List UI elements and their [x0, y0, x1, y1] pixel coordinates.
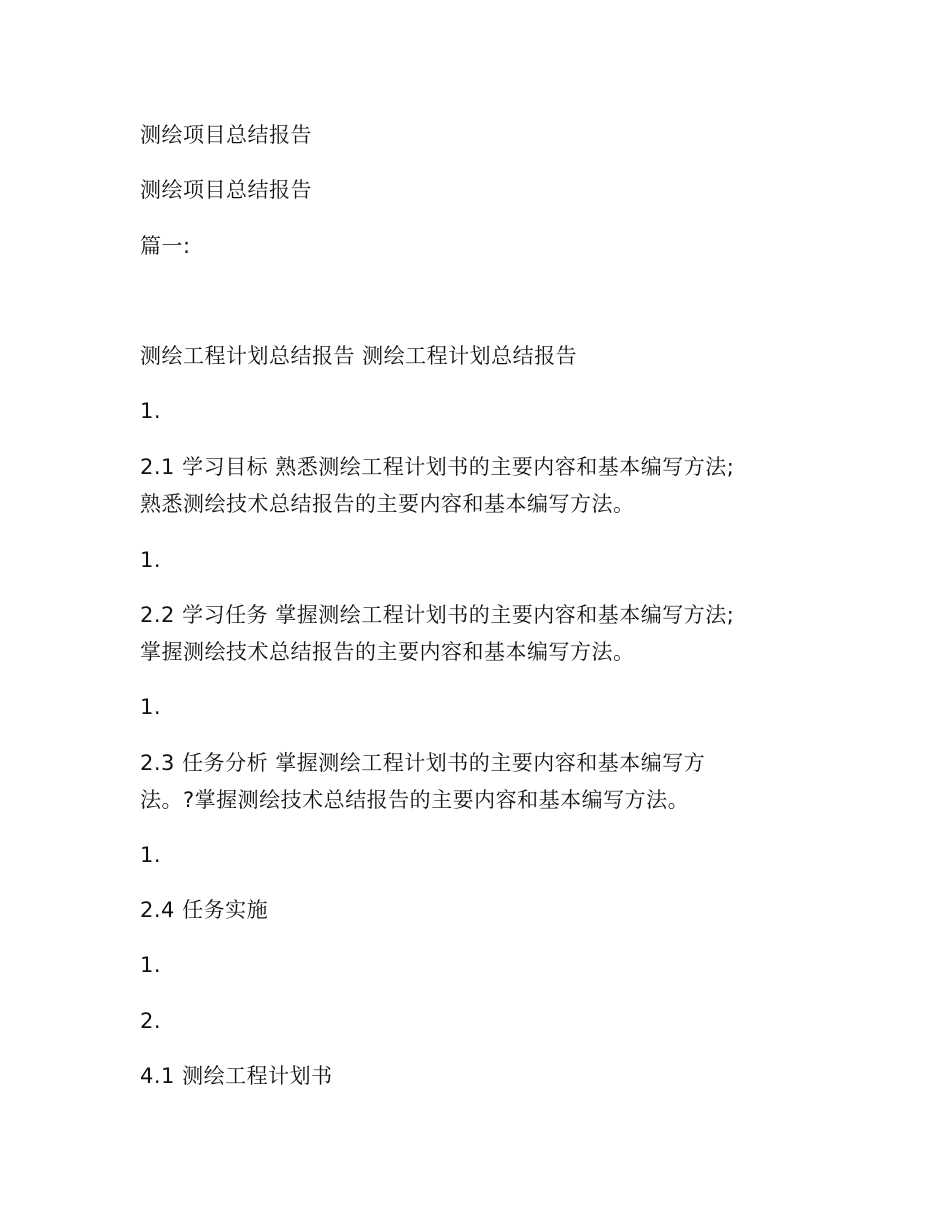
paragraph-line: 法。?掌握测绘技术总结报告的主要内容和基本编写方法。: [140, 788, 690, 812]
chapter-label: 篇一:: [140, 234, 191, 258]
document-title: 测绘项目总结报告: [140, 123, 312, 147]
paragraph-line: 掌握测绘技术总结报告的主要内容和基本编写方法。: [140, 640, 635, 664]
paragraph-line: 2.1 学习目标 熟悉测绘工程计划书的主要内容和基本编写方法;: [140, 455, 735, 479]
paragraph-2-2: [140, 597, 830, 671]
paragraph-2-1: [140, 449, 830, 523]
paragraph-line: 2.3 任务分析 掌握测绘工程计划书的主要内容和基本编写方: [140, 751, 706, 775]
list-number: 1.: [140, 843, 162, 867]
section-2-4-heading: 2.4 任务实施: [140, 898, 269, 922]
list-number: 1.: [140, 399, 162, 423]
list-number: 1.: [140, 695, 162, 719]
section-heading: 测绘工程计划总结报告 测绘工程计划总结报告: [140, 344, 578, 368]
document-subtitle: 测绘项目总结报告: [140, 178, 312, 202]
paragraph-line: 熟悉测绘技术总结报告的主要内容和基本编写方法。: [140, 492, 635, 516]
paragraph-2-3: [140, 745, 830, 819]
paragraph-line: 2.2 学习任务 掌握测绘工程计划书的主要内容和基本编写方法;: [140, 603, 735, 627]
section-4-1-heading: 4.1 测绘工程计划书: [140, 1064, 333, 1088]
list-number: 2.: [140, 1009, 162, 1033]
list-number: 1.: [140, 548, 162, 572]
list-number: 1.: [140, 953, 162, 977]
